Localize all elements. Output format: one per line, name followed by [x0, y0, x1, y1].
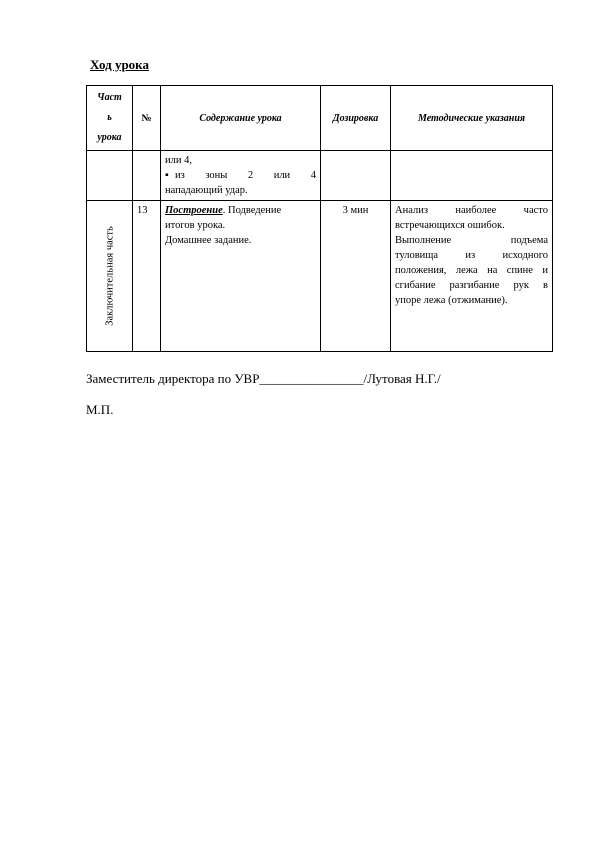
content-line: итогов урока. — [165, 220, 226, 231]
header-method: Методические указания — [391, 86, 553, 151]
page-title: Ход урока — [90, 57, 149, 72]
cell-part — [87, 151, 133, 201]
header-dosage: Дозировка — [321, 86, 391, 151]
cell-number — [133, 151, 161, 201]
method-line: упоре лежа (отжимание). — [395, 295, 508, 306]
header-part — [87, 86, 133, 151]
method-line: Анализ наиболее часто — [395, 205, 548, 216]
content-line: или 4, — [165, 155, 192, 166]
method-line: Выполнение подъема — [395, 235, 548, 246]
cell-content — [161, 151, 321, 201]
method-line: туловища из исходного — [395, 250, 548, 261]
table-row — [87, 201, 553, 352]
cell-content — [161, 201, 321, 352]
bullet-icon: ▪ — [165, 170, 169, 181]
cell-method — [391, 151, 553, 201]
header-part-line: Част — [97, 92, 122, 103]
method-line: встречающихся ошибок. — [395, 220, 505, 231]
lesson-table — [86, 85, 553, 352]
cell-number: 13 — [133, 201, 161, 352]
header-part-line: урока — [97, 132, 122, 143]
content-line: из зоны 2 или 4 — [175, 170, 316, 181]
content-text: . Подведение — [222, 205, 282, 216]
header-part-line: ь — [107, 112, 112, 123]
content-emphasis: Построение — [165, 205, 223, 216]
method-line: положения, лежа на спине и — [395, 265, 548, 276]
table-row — [87, 151, 553, 201]
cell-dosage: 3 мин — [321, 201, 391, 352]
method-line: сгибание разгибание рук в — [395, 280, 548, 291]
stamp-label: М.П. — [86, 402, 114, 417]
table-header-row — [87, 86, 553, 151]
content-line — [165, 203, 316, 218]
cell-dosage — [321, 151, 391, 201]
bullet-item — [165, 168, 316, 183]
signature-line: Заместитель директора по УВР________________/Лутовая Н.Г./ — [86, 371, 441, 386]
content-line: нападающий удар. — [165, 185, 248, 196]
content-line: Домашнее задание. — [165, 235, 252, 246]
header-number: № — [133, 86, 161, 151]
header-content: Содержание урока — [161, 86, 321, 151]
cell-method — [391, 201, 553, 352]
part-label: Заключительная часть — [104, 226, 115, 326]
cell-part — [87, 201, 133, 352]
